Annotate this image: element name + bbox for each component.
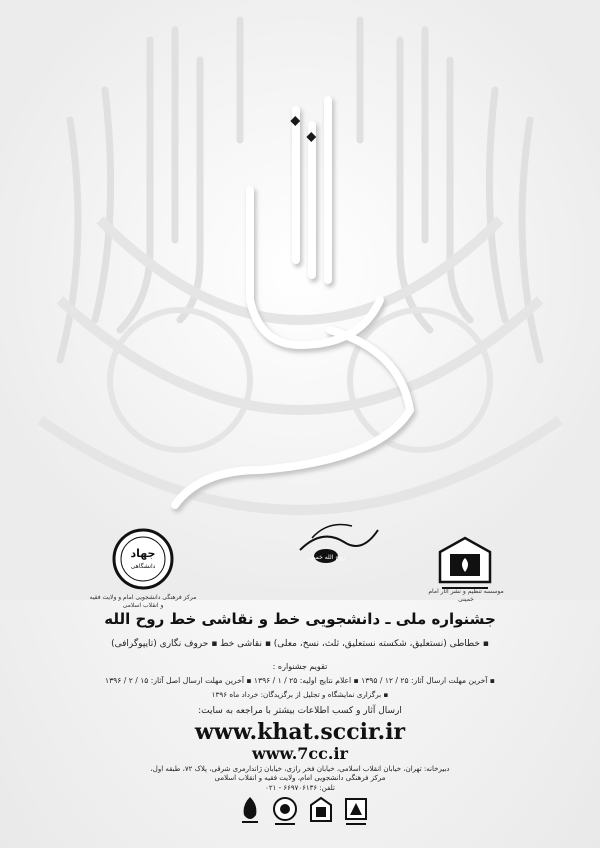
jahad-daneshgahi-logo bbox=[112, 528, 174, 590]
sponsor-logos bbox=[236, 793, 370, 829]
deadlines-line: ▪ آخرین مهلت ارسال آثار: ۲۵ / ۱۲ / ۱۳۹۵ ▪ اعلام نتایج اولیه: ۲۵ / ۱ / ۱۳۹۶ ▪ آخرین مهلت ارسال اصل آثار: ۱۵ / ۲ / ۱۳۹۶ bbox=[105, 676, 495, 685]
address-line-1: دبیرخانه: تهران، خیابان انقلاب اسلامی، خیابان فخر رازی، خیابان ژاندارمری شرقی، پلاک ۷۲، طبقه اول، bbox=[150, 765, 450, 773]
logo-left-text: جهاد bbox=[130, 547, 156, 560]
logo-right-caption: موسسه تنظیم و نشر آثار امام خمینی bbox=[428, 588, 504, 603]
website-secondary-link[interactable]: www.7cc.ir bbox=[252, 744, 348, 763]
institute-mini-logo bbox=[307, 795, 335, 827]
festival-categories: ▪ خطاطی (نستعلیق، شکسته نستعلیق، ثلث، نسخ، معلی) ▪ نقاشی خط ▪ حروف نگاری (تایپوگرافی) bbox=[111, 639, 489, 649]
jahad-mini-logo bbox=[271, 795, 299, 827]
signature-text: روح الله خمینی bbox=[307, 554, 345, 561]
phone-line: تلفن: ۶۶۹۷۰۶۱۳۶ - ۰۲۱ bbox=[265, 783, 335, 792]
emblem-logo bbox=[236, 795, 264, 827]
center-mini-logo bbox=[342, 795, 370, 827]
calendar-title: تقویم جشنواره : bbox=[272, 662, 328, 671]
info-line: ارسال آثار و کسب اطلاعات بیشتر با مراجعه به سایت: bbox=[198, 706, 402, 716]
website-primary-link[interactable]: www.khat.sccir.ir bbox=[194, 719, 406, 745]
secretariat-address bbox=[40, 765, 560, 793]
festival-title: جشنواره ملی ـ دانشجویی خط و نقاشی خط روح الله bbox=[104, 610, 496, 628]
logo-left-caption: مرکز فرهنگی دانشجویی امام و ولایت فقیه و انقلاب اسلامی bbox=[89, 594, 197, 609]
address-line-2: مرکز فرهنگی دانشجویی امام، ولایت فقیه و انقلاب اسلامی bbox=[214, 774, 386, 783]
logo-left-subtext: دانشگاهی bbox=[130, 563, 156, 570]
signature-seal bbox=[292, 508, 384, 568]
imam-institute-logo bbox=[432, 532, 498, 594]
ceremony-line: ▪ برگزاری نمایشگاه و تجلیل از برگزیدگان: خرداد ماه ۱۳۹۶ bbox=[211, 690, 389, 699]
